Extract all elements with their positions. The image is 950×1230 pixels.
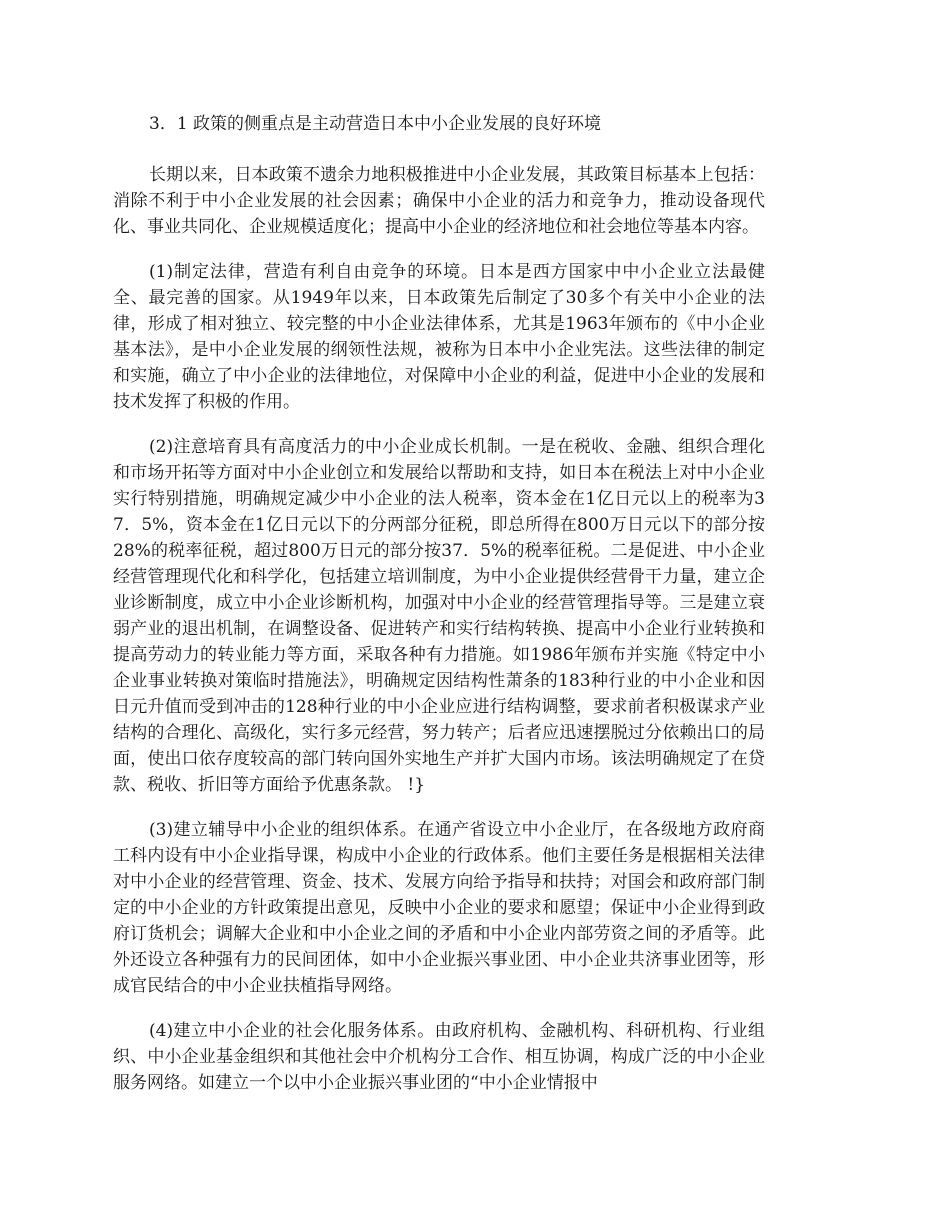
section-heading: 3．1 政策的侧重点是主动营造日本中小企业发展的良好环境 — [149, 114, 602, 134]
paragraph-legislation: (1)制定法律，营造有利自由竞争的环境。日本是西方国家中中小企业立法最健全、最完善的国家。从1949年以来，日本政策先后制定了30多个有关中小企业的法律，形成了相对独立、较完整的中小企业法律体系，尤其是1963年颁布的《中小企业基本法》，是中小企业发展的纲领性法规，被称为日本中小企业宪法。这些法律的制定和实施，确立了中小企业的法律地位，对保障中小企业的利益，促进中小企业的发展和技术发挥了积极的作用。 — [113, 262, 765, 412]
paragraph-intro: 长期以来，日本政策不遗余力地积极推进中小企业发展，其政策目标基本上包括：消除不利于中小企业发展的社会因素；确保中小企业的活力和竞争力，推动设备现代化、事业共同化、企业规模适度化；提高中小企业的经济地位和社会地位等基本内容。 — [113, 165, 765, 237]
paragraph-service-system: (4)建立中小企业的社会化服务体系。由政府机构、金融机构、科研机构、行业组织、中小企业基金组织和其他社会中介机构分工合作、相互协调，构成广泛的中小企业服务网络。如建立一个以中小企业振兴事业团的“中小企业情报中 — [113, 1021, 765, 1093]
paragraph-growth-mechanism: (2)注意培育具有高度活力的中小企业成长机制。一是在税收、金融、组织合理化和市场开拓等方面对中小企业创立和发展给以帮助和支持，如日本在税法上对中小企业实行特别措施，明确规定减少中小企业的法人税率，资本金在1亿日元以上的税率为37．5%，资本金在1亿日元以下的分两部分征税，即总所得在800万日元以下的部分按28%的税率征税，超过800万日元的部分按37．5%的税率征税。二是促进、中小企业经营管理现代化和科学化，包括建立培训制度，为中小企业提供经营骨干力量，建立企业诊断制度，成立中小企业诊断机构，加强对中小企业的经营管理指导等。三是建立衰弱产业的退出机制，在调整设备、促进转产和实行结构转换、提高中小企业行业转换和提高劳动力的转业能力等方面，采取各种有力措施。如1986年颁布并实施《特定中小企业事业转换对策临时措施法》，明确规定因结构性萧条的183种行业的中小企业和因日元升值而受到冲击的128种行业的中小企业应进行结构调整，要求前者积极谋求产业结构的合理化、高级化，实行多元经营，努力转产；后者应迅速摆脱过分依赖出口的局面，使出口依存度较高的部门转向国外实地生产并扩大国内市场。该法明确规定了在贷款、税收、折旧等方面给予优惠条款。 !} — [113, 437, 765, 795]
document-body — [113, 112, 765, 1115]
paragraph-guidance-system: (3)建立辅导中小企业的组织体系。在通产省设立中小企业厅，在各级地方政府商工科内设有中小企业指导课，构成中小企业的行政体系。他们主要任务是根据相关法律对中小企业的经营管理、资金、技术、发展方向给予指导和扶持；对国会和政府部门制定的中小企业的方针政策提出意见，反映中小企业的要求和愿望；保证中小企业得到政府订货机会；调解大企业和中小企业之间的矛盾和中小企业内部劳资之间的矛盾等。此外还设立各种强有力的民间团体，如中小企业振兴事业团、中小企业共济事业团等，形成官民结合的中小企业扶植指导网络。 — [113, 820, 765, 996]
